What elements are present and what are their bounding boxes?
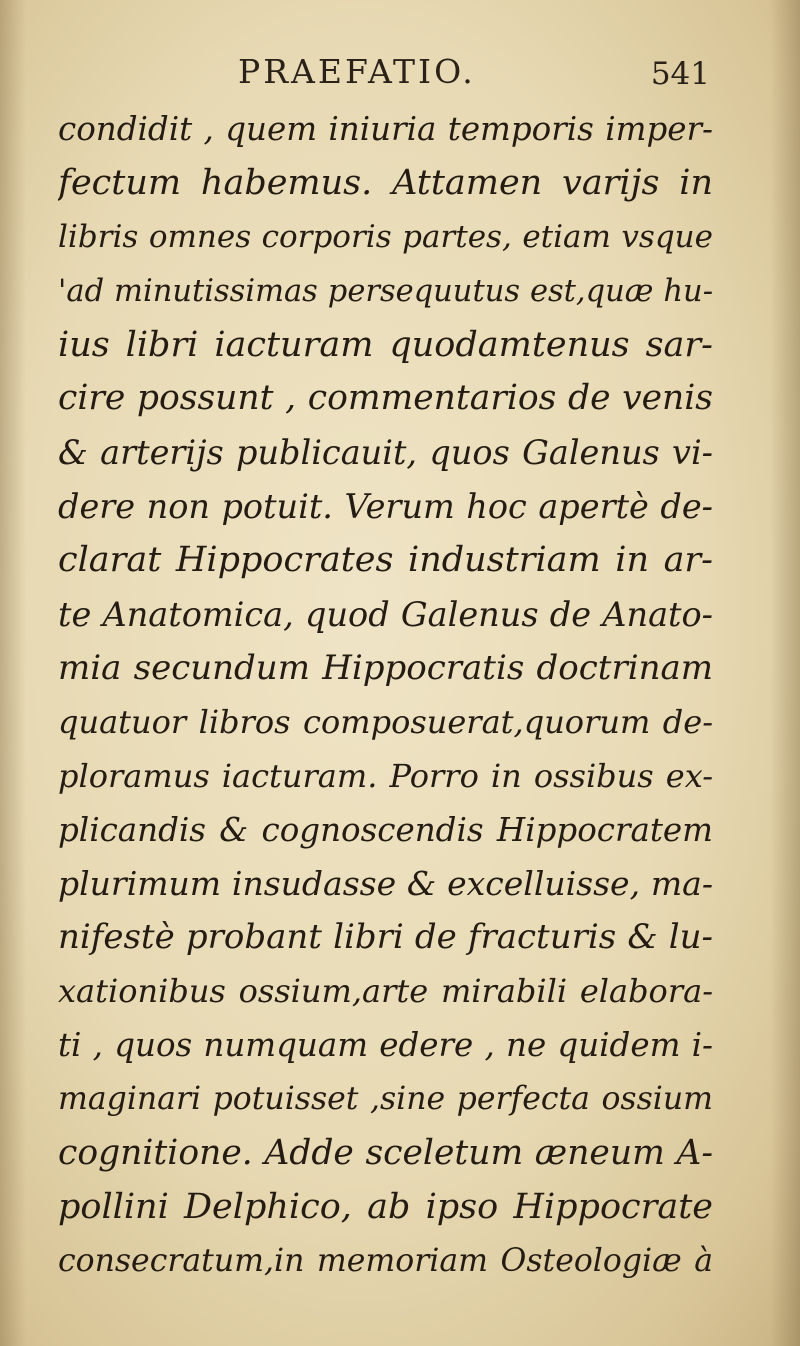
text-line: & arterijs publicauit, quos Galenus vi- [58,433,713,473]
page-gutter-shadow [0,0,26,1346]
text-line: dere non potuit. Verum hoc apertè de- [58,487,713,527]
text-line: plicandis & cognoscendis Hippocratem [58,810,713,849]
text-line: libris omnes corporis partes, etiam vsque [58,218,713,255]
text-line: condidit , quem iniuria temporis imper- [58,110,713,148]
text-line: cire possunt , commentarios de venis [58,378,713,419]
text-line: mia secundum Hippocratis doctrinam [58,647,713,688]
text-line: fectum habemus. Attamen varijs in [58,162,713,203]
text-line: xationibus ossium,arte mirabili elabora- [58,972,713,1011]
text-line: plurimum insudasse & excelluisse, ma- [58,864,713,904]
text-line: maginari potuisset ,sine perfecta ossium [58,1081,713,1118]
text-line: ti , quos numquam edere , ne quidem i- [58,1026,713,1065]
page-number: 541 [650,56,710,92]
body-text [58,103,713,1289]
text-line: quatuor libros composuerat,quorum de- [58,702,713,741]
text-line: 'ad minutissimas persequutus est,quæ hu- [58,273,713,309]
text-line: cognitione. Adde sceletum æneum A- [58,1132,713,1173]
text-line: pollini Delphico, ab ipso Hippocrate [58,1186,713,1227]
page-edge-shadow [770,0,800,1346]
text-line: consecratum,in memoriam Osteologiæ à [58,1242,713,1279]
page-header [60,52,710,102]
text-line: ius libri iacturam quodamtenus sar- [58,324,713,365]
text-line: nifestè probant libri de fracturis & lu- [58,917,713,958]
text-line: te Anatomica, quod Galenus de Anato- [58,595,713,635]
text-line: ploramus iacturam. Porro in ossibus ex- [58,756,713,795]
running-title: PRAEFATIO. [238,52,476,91]
text-line: clarat Hippocrates industriam in ar- [58,540,713,581]
